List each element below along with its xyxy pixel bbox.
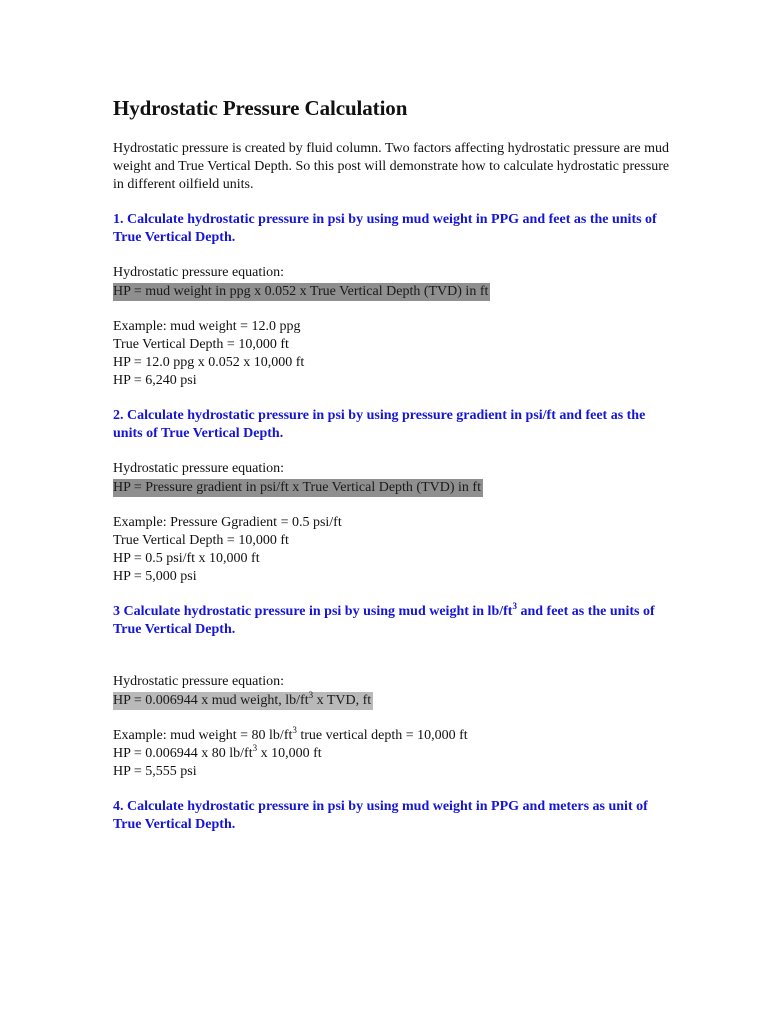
example-line [113,727,673,745]
example-line: Example: mud weight = 12.0 ppg [113,319,301,334]
section-1-heading: 1. Calculate hydrostatic pressure in psi by using mud weight in PPG and feet as the units of True Vertical Depth. [113,212,657,245]
example-text: true vertical depth = 10,000 ft [296,728,468,743]
example-line: HP = 12.0 ppg x 0.052 x 10,000 ft [113,355,305,370]
section-3-equation-label: Hydrostatic pressure equation: [113,674,285,689]
example-line: True Vertical Depth = 10,000 ft [113,533,289,548]
example-line: HP = 5,555 psi [113,764,197,779]
superscript: 3 [512,601,517,611]
example-line: HP = 0.5 psi/ft x 10,000 ft [113,551,260,566]
section-4-heading: 4. Calculate hydrostatic pressure in psi by using mud weight in PPG and meters as unit of True Vertical Depth. [113,799,648,832]
heading-text: 3 Calculate hydrostatic pressure in psi by using mud weight in lb/ft [113,604,513,619]
section-2-heading: 2. Calculate hydrostatic pressure in psi by using pressure gradient in psi/ft and feet as the units of True Vertical Depth. [113,408,646,441]
equation-text: x TVD, ft [313,693,372,708]
superscript: 3 [308,690,314,700]
example-line: True Vertical Depth = 10,000 ft [113,337,289,352]
section-2-equation-label: Hydrostatic pressure equation: [113,461,285,476]
example-line [113,745,673,763]
section-1-equation-label: Hydrostatic pressure equation: [113,265,285,280]
section-2-example [113,514,673,586]
example-text: x 10,000 ft [257,746,322,761]
superscript: 3 [252,743,258,753]
example-line: HP = 5,000 psi [113,569,197,584]
section-3-heading [113,603,673,639]
superscript: 3 [292,725,297,735]
example-text: HP = 0.006944 x 80 lb/ft [113,746,253,761]
section-2-equation: HP = Pressure gradient in psi/ft x True Vertical Depth (TVD) in ft [113,480,481,495]
section-1-example [113,318,673,390]
section-3-example [113,727,673,781]
example-text: Example: mud weight = 80 lb/ft [113,728,293,743]
equation-text: HP = 0.006944 x mud weight, lb/ft [113,693,309,708]
section-3-equation [113,692,373,710]
section-1-equation: HP = mud weight in ppg x 0.052 x True Vertical Depth (TVD) in ft [113,284,489,299]
section-3 [113,603,673,781]
intro-paragraph: Hydrostatic pressure is created by fluid column. Two factors affecting hydrostatic pressure are mud weight and True Vertical Depth. So this post will demonstrate how to calculate hydrostatic pressure in different oilfield units. [113,141,670,192]
section-1 [113,211,673,390]
document-page [113,94,673,851]
document-title: Hydrostatic Pressure Calculation [113,96,408,120]
example-line: HP = 6,240 psi [113,373,197,388]
section-2 [113,407,673,586]
heading-text: and feet as the units of True Vertical Depth. [113,604,655,637]
example-line: Example: Pressure Ggradient = 0.5 psi/ft [113,515,342,530]
section-4 [113,798,673,834]
